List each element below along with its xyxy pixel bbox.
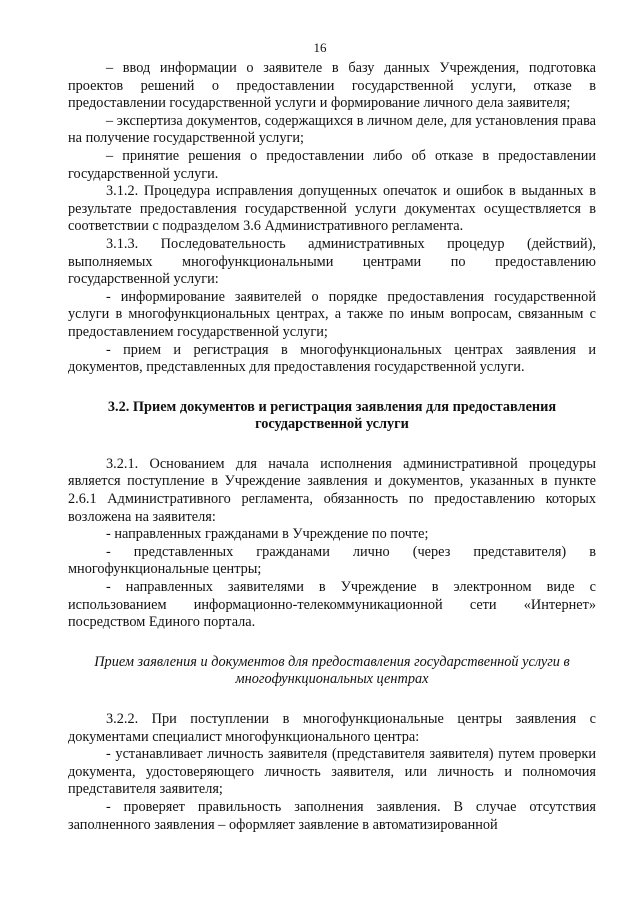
paragraph: - направленных гражданами в Учреждение по почте; [106,526,429,543]
paragraph: - прием и регистрация в многофункциональных центрах заявления и документов, представленных для предоставления государственной услуги. [68,341,596,376]
subsection-heading: Прием заявления и документов для предоставления государственной услуги в многофункциональных центрах [94,653,570,688]
paragraph: 3.1.3. Последовательность административных процедур (действий), выполняемых многофункциональными центрами по предоставлению государственной услуги: [68,235,596,288]
page-number: 16 [313,40,327,55]
paragraph: - информирование заявителей о порядке предоставления государственной услуги в многофункциональных центрах, а также по иным вопросам, связанным с предоставлением государственной услуги; [68,288,596,340]
paragraph: 3.2.2. При поступлении в многофункциональные центры заявления с документами специалист многофункционального центра: [68,711,596,745]
document-body [68,60,596,834]
section-heading: 3.2. Прием документов и регистрация заявления для предоставления государственной услуги [107,398,557,433]
paragraph: – экспертиза документов, содержащихся в личном деле, для установления права на получение государственной услуги; [68,112,596,147]
paragraph: - направленных заявителями в Учреждение в электронном виде с использованием информационно-телекоммуникационной сети «Интернет» посредством Единого портала. [68,579,596,631]
paragraph: – принятие решения о предоставлении либо об отказе в предоставлении государственной услуги. [68,147,596,182]
paragraph: 3.2.1. Основанием для начала исполнения административной процедуры является поступление в Учреждение заявления и документов, указанных в пункте 2.6.1 Административного регламента, обязанность по предоставлению которых возложена на заявителя: [68,455,596,525]
paragraph: 3.1.2. Процедура исправления допущенных опечаток и ошибок в выданных в результате предоставления государственной услуги документах осуществляется в соответствии с подразделом 3.6 Административного регламента. [68,183,596,235]
paragraph: - представленных гражданами лично (через представителя) в многофункциональные центры; [68,543,596,578]
paragraph: – ввод информации о заявителе в базу данных Учреждения, подготовка проектов решений о предоставлении государственной услуги, отказе в предоставлении государственной услуги и формирование личного дела заявителя; [68,60,596,112]
paragraph: - устанавливает личность заявителя (представителя заявителя) путем проверки документа, удостоверяющего личность заявителя, или личность и полномочия представителя заявителя; [68,746,596,798]
paragraph: - проверяет правильность заполнения заявления. В случае отсутствия заполненного заявления – оформляет заявление в автоматизированной [68,798,596,833]
